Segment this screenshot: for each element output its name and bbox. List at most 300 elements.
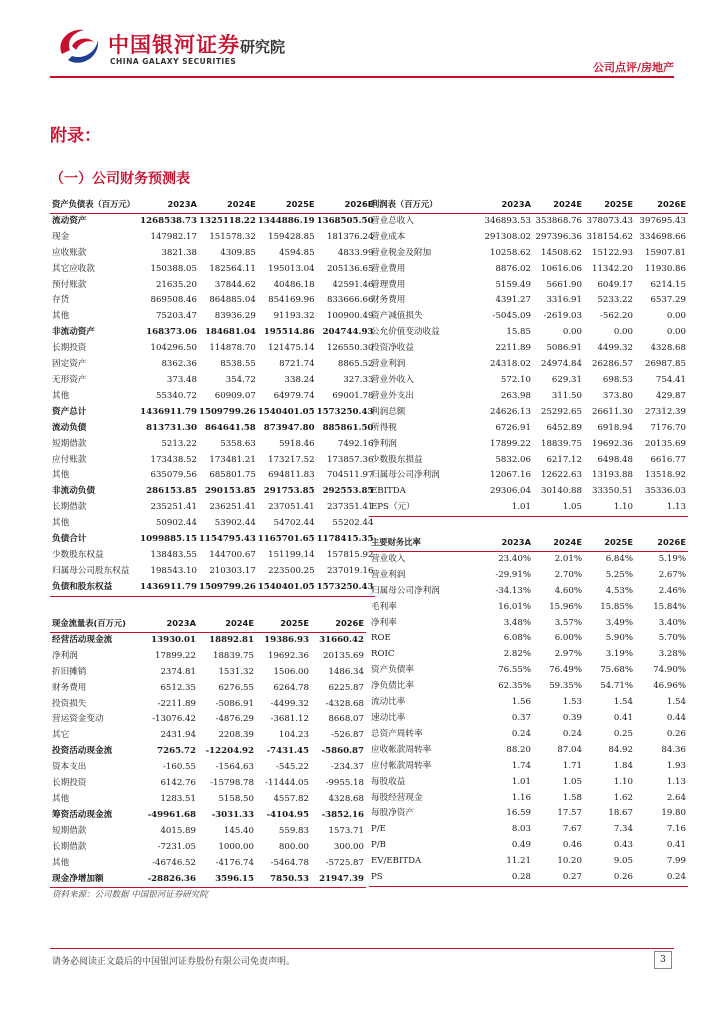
- row-label: 流动负债: [52, 422, 87, 433]
- row-label: ROE: [371, 633, 391, 644]
- table-row: [50, 744, 366, 760]
- cell-value: 8668.07: [328, 714, 364, 725]
- cell-value: 2208.39: [218, 730, 254, 741]
- table-row: [369, 616, 688, 632]
- cell-value: 27312.39: [644, 406, 686, 417]
- row-label: 营业总收入: [371, 215, 414, 226]
- cell-value: 4309.85: [220, 247, 256, 258]
- cell-value: 0.24: [562, 728, 582, 739]
- cell-value: 145.40: [223, 825, 254, 836]
- cell-value: 12067.16: [489, 470, 531, 481]
- table-row: [50, 213, 375, 229]
- cell-value: -11444.05: [265, 778, 309, 789]
- cell-value: 1.10: [613, 776, 633, 787]
- table-row: [369, 341, 688, 357]
- row-label: 投资净收益: [371, 343, 414, 354]
- table-row: [369, 357, 688, 373]
- cell-value: 6726.91: [495, 422, 531, 433]
- cell-value: 0.00: [666, 327, 686, 338]
- row-label: 所得税: [371, 422, 397, 433]
- cell-value: 1.93: [666, 760, 686, 771]
- cell-value: 1325118.22: [198, 215, 256, 226]
- cell-value: 6537.29: [650, 295, 686, 306]
- cell-value: 6217.12: [546, 454, 582, 465]
- cell-value: 6049.17: [597, 279, 633, 290]
- cell-value: 15.96%: [549, 601, 582, 612]
- table-title: 主要财务比率: [369, 535, 477, 551]
- cell-value: 24974.84: [540, 359, 582, 370]
- cell-value: 237019.16: [326, 565, 374, 576]
- cell-value: 1.58: [562, 792, 582, 803]
- row-label: 净利率: [371, 617, 397, 628]
- table-row: [50, 649, 366, 665]
- cell-value: 11.21: [506, 856, 531, 867]
- row-label: 其他: [52, 518, 70, 529]
- cell-value: 0.28: [477, 870, 533, 886]
- cell-value: 1573250.43: [317, 580, 376, 596]
- cell-value: 5213.22: [161, 438, 197, 449]
- row-label: 其他: [52, 390, 70, 401]
- cell-value: 5.19%: [658, 553, 686, 564]
- row-label: 其他: [52, 857, 70, 868]
- row-label: 非流动负债: [52, 486, 95, 497]
- cell-value: 854169.96: [268, 295, 315, 306]
- row-label: 固定资产: [52, 359, 87, 370]
- cell-value: 1344886.19: [257, 215, 315, 226]
- row-label: 营运资金变动: [52, 714, 104, 725]
- cell-value: -4328.68: [325, 698, 364, 709]
- year-header: 2025E: [584, 535, 635, 551]
- table-row: [50, 357, 375, 373]
- table-row: [50, 665, 366, 681]
- cell-value: 8721.74: [279, 359, 315, 370]
- row-label: 长期投资: [52, 778, 87, 789]
- cell-value: 5661.90: [546, 279, 582, 290]
- cell-value: 6142.76: [160, 778, 196, 789]
- cell-value: 181376.24: [326, 231, 374, 242]
- cell-value: 7.34: [613, 824, 633, 835]
- cell-value: 429.87: [655, 390, 686, 401]
- cell-value: 74.90%: [653, 665, 686, 676]
- row-label: ROIC: [371, 649, 395, 660]
- table-row: [50, 437, 375, 453]
- cash-flow-table: [50, 616, 366, 888]
- cell-value: 373.80: [602, 390, 633, 401]
- table-row: [50, 325, 375, 341]
- cell-value: 126550.30: [326, 343, 374, 354]
- cell-value: 18892.81: [209, 634, 254, 645]
- table-row: [369, 309, 688, 325]
- cell-value: 15.85: [506, 327, 531, 338]
- cell-value: 15.85%: [600, 601, 633, 612]
- table-row: [369, 293, 688, 309]
- cell-value: 1.05: [533, 500, 584, 516]
- row-label: 营业外收入: [371, 374, 414, 385]
- year-header: 2026E: [635, 197, 688, 213]
- row-label: 短期借款: [52, 438, 87, 449]
- table-row: [369, 468, 688, 484]
- cell-value: -46746.52: [152, 857, 196, 868]
- row-label: 投资损失: [52, 698, 87, 709]
- cell-value: 1.16: [511, 792, 531, 803]
- row-label: 少数股东损益: [371, 454, 423, 465]
- table-row: [50, 760, 366, 776]
- row-label: 其它: [52, 730, 70, 741]
- cell-value: 1509799.26: [199, 580, 258, 596]
- table-row: [369, 246, 688, 262]
- cell-value: 60909.07: [214, 390, 256, 401]
- cell-value: 885861.50: [322, 422, 374, 433]
- cell-value: -29.91%: [495, 569, 531, 580]
- row-label: 资产负债率: [371, 665, 414, 676]
- row-label: 存货: [52, 295, 70, 306]
- cell-value: 17899.22: [154, 650, 196, 661]
- row-label: 利润总额: [371, 406, 406, 417]
- section-title: （一）公司财务预测表: [50, 171, 190, 187]
- table-row: [50, 293, 375, 309]
- cell-value: -5464.78: [270, 857, 309, 868]
- cell-value: 69001.78: [332, 390, 374, 401]
- table-row: [50, 405, 375, 421]
- cell-value: -49961.68: [147, 809, 196, 820]
- cell-value: 7.99: [666, 856, 686, 867]
- table-row: [369, 838, 688, 854]
- row-label: 营业费用: [371, 263, 406, 274]
- cell-value: 173438.52: [150, 454, 197, 465]
- cell-value: 0.00: [562, 327, 582, 338]
- cell-value: -15798.78: [210, 778, 254, 789]
- row-label: 流动资产: [52, 215, 87, 226]
- cell-value: 833666.66: [326, 295, 374, 306]
- cell-value: 59.35%: [549, 681, 582, 692]
- income-statement-table: [369, 197, 688, 517]
- cell-value: -13076.42: [152, 714, 196, 725]
- cell-value: 3821.38: [161, 247, 197, 258]
- cell-value: 15122.93: [591, 247, 633, 258]
- cell-value: 15.84%: [653, 601, 686, 612]
- cell-value: 1.84: [613, 760, 633, 771]
- cell-value: 173481.21: [209, 454, 256, 465]
- cell-value: 3.57%: [554, 617, 582, 628]
- cell-value: 184681.04: [204, 327, 256, 338]
- table-header-row: [369, 197, 688, 213]
- table-header-row: [369, 535, 688, 551]
- table-row: [50, 681, 366, 697]
- cell-value: 54.71%: [600, 681, 633, 692]
- table-row: [50, 262, 375, 278]
- cell-value: 4391.27: [495, 295, 531, 306]
- report-type: 公司点评/房地产: [592, 61, 674, 74]
- cell-value: 24626.13: [489, 406, 531, 417]
- table-row: [369, 453, 688, 469]
- row-label: 现金: [52, 231, 70, 242]
- cell-value: 144700.67: [209, 549, 256, 560]
- cell-value: 6616.77: [650, 454, 686, 465]
- row-label: 净负债比率: [371, 681, 414, 692]
- cell-value: 7265.72: [157, 746, 196, 757]
- cell-value: 873947.80: [263, 422, 315, 433]
- year-header: 2024E: [533, 535, 584, 551]
- cell-value: 318154.62: [586, 231, 633, 242]
- row-label: 少数股东权益: [52, 549, 104, 560]
- row-label: 筹资活动现金流: [52, 809, 113, 820]
- row-label: 其它应收款: [52, 263, 95, 274]
- cell-value: 685801.75: [209, 470, 256, 481]
- cell-value: 64979.74: [273, 390, 315, 401]
- cell-value: 0.00: [666, 311, 686, 322]
- cell-value: -234.37: [331, 762, 364, 773]
- cell-value: 104.23: [278, 730, 309, 741]
- cell-value: 30140.88: [540, 486, 582, 497]
- cell-value: 5832.06: [495, 454, 531, 465]
- table-row: [369, 791, 688, 807]
- cell-value: 55202.44: [332, 518, 374, 529]
- row-label: EPS（元）: [369, 500, 477, 516]
- row-label: 资产总计: [52, 406, 87, 417]
- cell-value: 286153.85: [146, 486, 197, 497]
- cell-value: 334698.66: [639, 231, 686, 242]
- cell-value: 8362.36: [161, 359, 197, 370]
- cell-value: 0.43: [613, 840, 633, 851]
- year-header: 2026E: [635, 535, 688, 551]
- table-title: 现金流量表(百万元): [50, 616, 136, 632]
- row-label: 应收账款: [52, 247, 87, 258]
- cell-value: 7.16: [666, 824, 686, 835]
- table-row: [369, 854, 688, 870]
- cell-value: -4104.95: [266, 809, 309, 820]
- cell-value: 37844.62: [214, 279, 256, 290]
- table-row: [369, 389, 688, 405]
- row-label: 其他: [52, 793, 70, 804]
- row-label: 财务费用: [371, 295, 406, 306]
- cell-value: 40486.18: [273, 279, 315, 290]
- cell-value: 76.49%: [549, 665, 582, 676]
- cell-value: 5.90%: [605, 633, 633, 644]
- table-row: [369, 568, 688, 584]
- cell-value: 0.41: [613, 712, 633, 723]
- table-row: [50, 712, 366, 728]
- cell-value: 4499.32: [597, 343, 633, 354]
- company-name-cn: 中国银河证券: [108, 33, 240, 57]
- table-row: [369, 870, 688, 886]
- table-row: [50, 564, 375, 580]
- cell-value: 3.19%: [605, 649, 633, 660]
- cell-value: 4557.82: [273, 793, 309, 804]
- cell-value: 4833.99: [337, 247, 374, 258]
- table-row: [50, 824, 366, 840]
- cell-value: 1.13: [666, 776, 686, 787]
- table-row: [50, 632, 366, 648]
- cell-value: 76.55%: [498, 665, 531, 676]
- cell-value: 210303.17: [209, 565, 256, 576]
- row-label: 应收帐款周转率: [371, 744, 432, 755]
- cell-value: 1540401.05: [258, 580, 317, 596]
- cell-value: 19386.93: [264, 634, 309, 645]
- cell-value: 5918.46: [279, 438, 315, 449]
- row-label: 归属母公司股东权益: [52, 565, 130, 576]
- cell-value: 6276.55: [218, 682, 254, 693]
- year-header: 2024E: [199, 197, 258, 213]
- table-row: [369, 663, 688, 679]
- cell-value: 75203.47: [155, 311, 197, 322]
- year-header: 2025E: [258, 197, 317, 213]
- cell-value: 263.98: [500, 390, 531, 401]
- table-row: [50, 808, 366, 824]
- cell-value: 104296.50: [150, 343, 197, 354]
- cell-value: 18839.75: [212, 650, 254, 661]
- cell-value: 800.00: [278, 841, 309, 852]
- cell-value: 864885.04: [209, 295, 256, 306]
- cell-value: 5233.22: [597, 295, 633, 306]
- cell-value: 236251.41: [209, 502, 256, 513]
- cell-value: 53902.44: [214, 518, 256, 529]
- row-label: 流动比率: [371, 697, 406, 708]
- cell-value: -12204.92: [205, 746, 254, 757]
- table-row: [369, 262, 688, 278]
- cell-value: 4594.85: [279, 247, 315, 258]
- row-label: 长期借款: [52, 502, 87, 513]
- cell-value: 0.24: [635, 870, 688, 886]
- cell-value: 8538.55: [220, 359, 256, 370]
- cell-value: 8.03: [511, 824, 531, 835]
- cell-value: 11342.20: [591, 263, 633, 274]
- cell-value: 7492.16: [337, 438, 374, 449]
- row-label: 总资产周转率: [371, 728, 423, 739]
- row-label: 预付账款: [52, 279, 87, 290]
- cell-value: 2.70%: [554, 569, 582, 580]
- cell-value: -4876.29: [215, 714, 254, 725]
- cell-value: 1436911.79: [140, 406, 197, 417]
- table-row: [369, 711, 688, 727]
- cell-value: 346893.53: [484, 215, 531, 226]
- table-row: [369, 484, 688, 500]
- cell-value: 50902.44: [155, 518, 197, 529]
- cell-value: -545.22: [276, 762, 309, 773]
- cell-value: 2.01%: [554, 553, 582, 564]
- row-label: 应付帐款周转率: [371, 760, 432, 771]
- row-label: 长期投资: [52, 343, 87, 354]
- table-row: [369, 647, 688, 663]
- cell-value: 173857.36: [326, 454, 374, 465]
- table-row: [369, 500, 688, 516]
- cell-value: 1.74: [511, 760, 531, 771]
- cell-value: 17899.22: [489, 438, 531, 449]
- cell-value: 23.40%: [498, 553, 531, 564]
- table-row: [50, 792, 366, 808]
- cell-value: 26611.30: [591, 406, 633, 417]
- cell-value: 62.35%: [498, 681, 531, 692]
- table-row: [369, 551, 688, 567]
- cell-value: 54702.44: [273, 518, 315, 529]
- cell-value: 559.83: [278, 825, 309, 836]
- cell-value: 2431.94: [160, 730, 196, 741]
- cell-value: 1.54: [613, 697, 633, 708]
- row-label: 长期借款: [52, 841, 87, 852]
- cell-value: 20135.69: [644, 438, 686, 449]
- cell-value: 6214.15: [650, 279, 686, 290]
- cell-value: 83936.29: [214, 311, 256, 322]
- cell-value: 1099885.15: [140, 534, 197, 545]
- disclaimer-text: 请务必阅读正文最后的中国银河证券股份有限公司免责声明。: [52, 957, 296, 967]
- cell-value: -3031.33: [211, 809, 254, 820]
- table-row: [369, 213, 688, 229]
- row-label: 资产减值损失: [371, 311, 423, 322]
- footer-divider: [50, 948, 674, 949]
- table-row: [50, 728, 366, 744]
- row-label: 非流动资产: [52, 327, 95, 338]
- row-label: 速动比率: [371, 712, 406, 723]
- cell-value: 3.28%: [658, 649, 686, 660]
- cell-value: 864641.58: [204, 422, 256, 433]
- cell-value: 2211.89: [495, 343, 531, 354]
- row-label: 营业收入: [371, 553, 406, 564]
- table-row: [369, 373, 688, 389]
- cell-value: 1436911.79: [137, 580, 199, 596]
- table-row: [50, 230, 375, 246]
- row-label: P/B: [371, 840, 386, 851]
- cell-value: 311.50: [551, 390, 582, 401]
- cell-value: 5086.91: [546, 343, 582, 354]
- row-label: 负债合计: [52, 534, 87, 545]
- table-row: [50, 580, 375, 596]
- cell-value: 0.25: [613, 728, 633, 739]
- cell-value: 300.00: [333, 841, 364, 852]
- cell-value: 35336.03: [644, 486, 686, 497]
- table-row: [50, 468, 375, 484]
- table-row: [50, 373, 375, 389]
- table-row: [50, 532, 375, 548]
- row-label: 营业成本: [371, 231, 406, 242]
- cell-value: 21947.39: [311, 872, 366, 888]
- cell-value: 1506.00: [273, 666, 309, 677]
- cell-value: 19.80: [661, 808, 686, 819]
- table-row: [50, 246, 375, 262]
- cell-value: 1178415.35: [316, 534, 374, 545]
- cell-value: 1.56: [511, 697, 531, 708]
- table-row: [369, 600, 688, 616]
- cell-value: 24318.02: [489, 359, 531, 370]
- cell-value: 29306.04: [489, 486, 531, 497]
- cell-value: 1.13: [635, 500, 688, 516]
- row-label: 营业外支出: [371, 390, 414, 401]
- cell-value: 0.26: [584, 870, 635, 886]
- cell-value: 13930.01: [151, 634, 196, 645]
- row-label: 管理费用: [371, 279, 406, 290]
- cell-value: 195013.04: [268, 263, 315, 274]
- table-row: [369, 325, 688, 341]
- cell-value: 6498.48: [597, 454, 633, 465]
- row-label: 营业利润: [371, 569, 406, 580]
- cell-value: 2.82%: [503, 649, 531, 660]
- cell-value: 46.96%: [653, 681, 686, 692]
- cell-value: 0.27: [533, 870, 584, 886]
- cell-value: 6452.89: [546, 422, 582, 433]
- cell-value: 84.92: [608, 744, 633, 755]
- year-header: 2023A: [136, 616, 198, 632]
- table-row: [50, 484, 375, 500]
- cell-value: 3.48%: [503, 617, 531, 628]
- cell-value: 0.00: [613, 327, 633, 338]
- cell-value: 13193.88: [591, 470, 633, 481]
- cell-value: -5086.91: [215, 698, 254, 709]
- row-label: 经营活动现金流: [52, 634, 113, 645]
- cell-value: 1283.51: [160, 793, 196, 804]
- cell-value: 6264.78: [273, 682, 309, 693]
- cell-value: 3.49%: [605, 617, 633, 628]
- row-label: 短期借款: [52, 825, 87, 836]
- cell-value: 1509799.26: [198, 406, 256, 417]
- cell-value: 1.62: [613, 792, 633, 803]
